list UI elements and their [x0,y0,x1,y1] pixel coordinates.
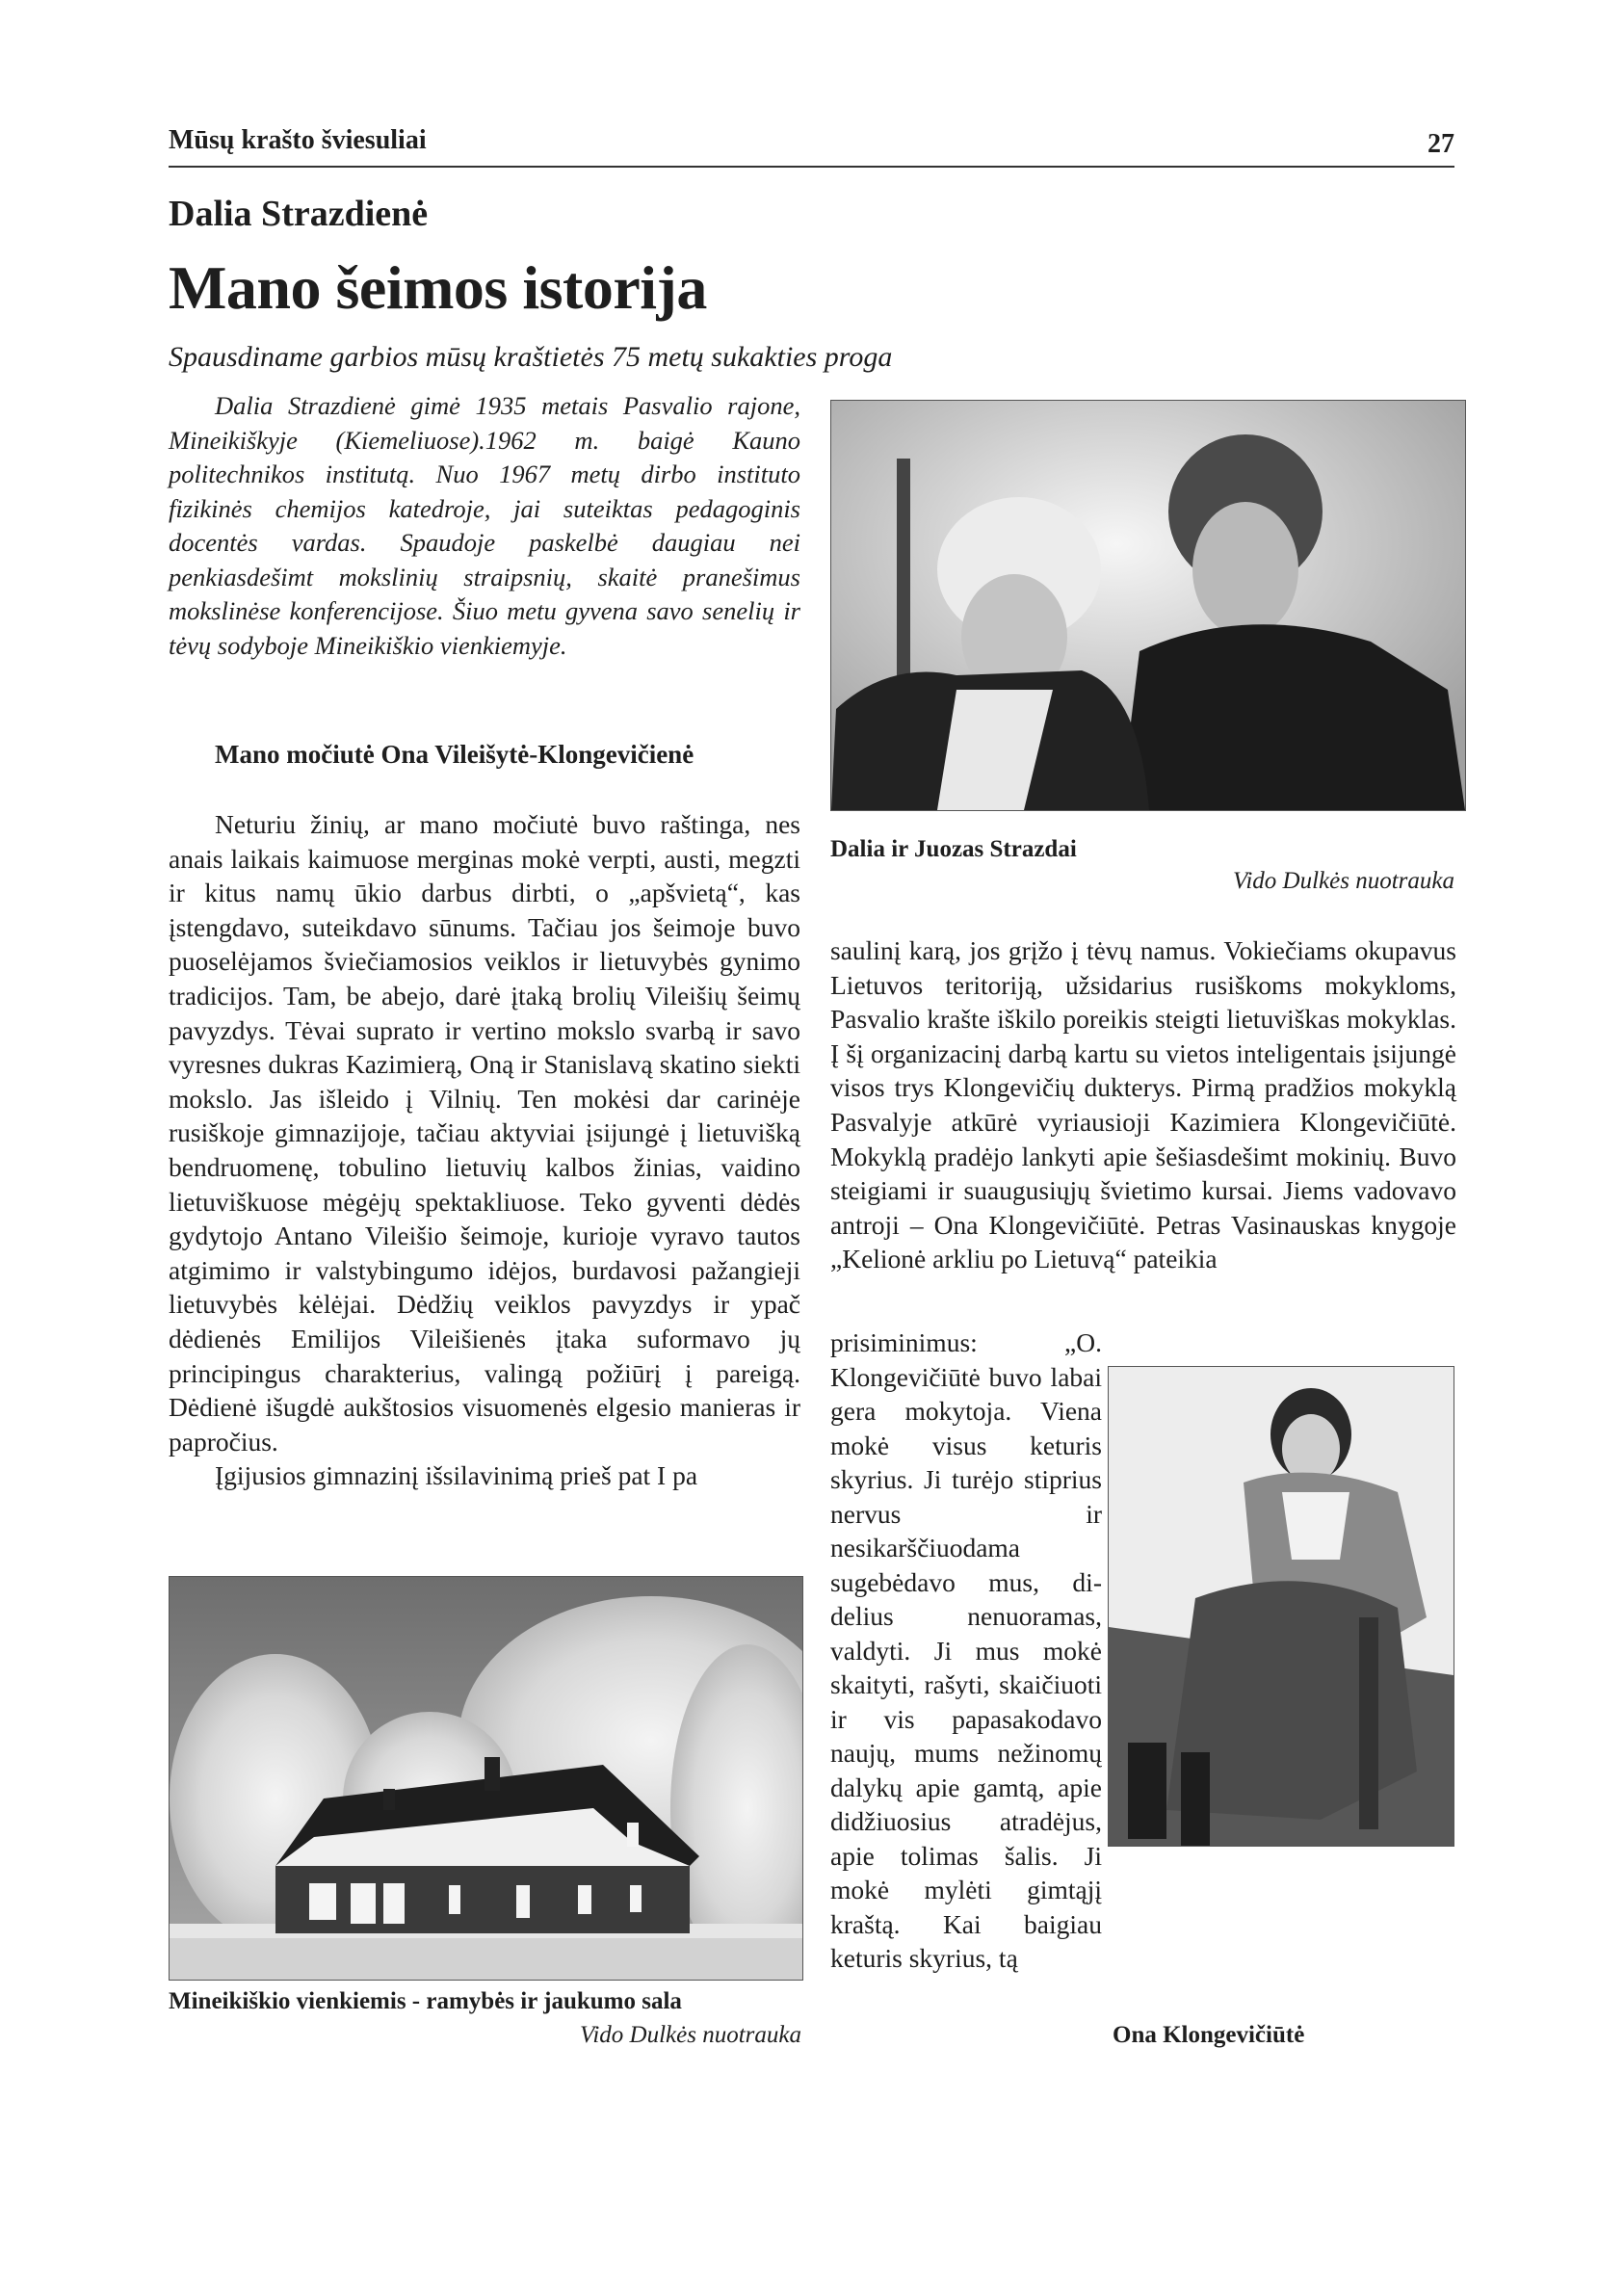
header-rule [169,166,1454,168]
article-author: Dalia Strazdienė [169,194,429,234]
intro-block [169,389,800,663]
portrait-illustration [1109,1367,1454,1846]
couple-illustration [831,401,1465,810]
body-right-narrow-column [830,1326,1102,1976]
house-photo-credit: Vido Dulkės nuotrauka [579,2022,801,2048]
house-illustration [170,1577,802,1980]
house-photo [169,1576,803,1981]
portrait-photo [1108,1366,1454,1847]
section-heading: Mano močiutė Ona Vileišytė-Klongevičienė [215,740,694,769]
running-title: Mūsų krašto šviesuliai [169,125,427,155]
body-paragraph: saulinį karą, jos grįžo į tėvų namus. Vokiečiams okupavus Lietuvos teritoriją, užsidarius rusiškoms mokykloms, Pasvalio krašte iškilo poreikis steigti lietuviškas mokyklas. Į šį organizacinį darbą kartu su vietos inteligentais įsijungė visos trys Klongevičių dukterys. Pirmą pradžios mokyklą Pasvalyje atkūrė vyriausioji Kazimiera Klongevičiūtė. Mokyklą pradėjo lankyti apie šešiasdešimt mokinių. Buvo steigiami ir suaugusiųjų švietimo kursai. Jiems vadovavo antroji – Ona Klongevičiūtė. Petras Vasinauskas knygoje „Kelionė arkliu po Lietuvą“ pateikia [830,935,1456,1274]
body-paragraph: Įgijusios gimnazinį išsilavinimą prieš pat I pa [215,1460,698,1491]
article-subtitle: Spausdiname garbios mūsų kraštietės 75 metų sukakties proga [169,341,893,373]
body-left-column [169,807,800,1493]
house-photo-caption: Mineikiškio vienkiemis - ramybės ir jaukumo sala [169,1988,682,2014]
body-right-column [830,933,1456,1276]
page-number: 27 [1428,129,1454,159]
body-paragraph: prisiminimus: „O. Klongevičiūtė buvo labai gera mokytoja. Viena mokė visus keturis skyrius. Ji turėjo stiprius nervus ir nesikarščiuodama sugebėdavo mus, didelius nenuoramas, valdyti. Ji mus mokė skaityti, rašyti, skaičiuoti ir vis papasakodavo naujų, mums nežinomų dalykų apie gamtą, apie didžiuosius atradėjus, apie tolimas šalis. Ji mokė mylėti gimtąjį kraštą. Kai baigiau keturis skyrius, tą [830,1327,1102,1973]
couple-photo-caption: Dalia ir Juozas Strazdai [830,836,1077,862]
couple-photo-credit: Vido Dulkės nuotrauka [1232,868,1454,894]
portrait-photo-caption: Ona Klongevičiūtė [1113,2022,1305,2048]
intro-paragraph: Dalia Strazdienė gimė 1935 metais Pasvalio rajone, Mineikiškyje (Kiemeliuose).1962 m. baigė Kauno politechnikos institutą. Nuo 1967 metų dirbo instituto fizikinės chemijos katedroje, jai suteiktas pedagoginis docentės vardas. Spaudoje paskelbė daugiau nei penkiasdešimt mokslinių straipsnių, skaitė pranešimus mokslinėse konferencijose. Šiuo metu gyvena savo senelių ir tėvų sodyboje Mineikiškio vienkiemyje. [169,391,800,660]
couple-photo [830,400,1466,811]
article-title: Mano šeimos istorija [169,253,707,322]
body-paragraph: Neturiu žinių, ar mano močiutė buvo raštinga, nes anais laikais kaimuose merginas mokė verpti, austi, megzti ir kitus namų ūkio darbus dirbti, o „apšvietą“, kas įstengdavo, suteikdavo sūnums. Tačiau jos šeimoje buvo puoselėjamos šviečiamosios veiklos ir lietuvybės gynimo tradicijos. Tam, be abejo, darė įtaką brolių Vileišių šeimų pavyzdys. Tėvai suprato ir vertino mokslo svarbą ir savo vyresnes dukras Kazimierą, Oną ir Stanislavą skatino siekti mokslo. Jas išleido į Vilnių. Ten mokėsi dar carinėje rusiškoje gimnazijoje, tačiau aktyviai įsijungė į lietuvišką bendruomenę, tobulino lietuvių kalbos žinias, vaidino lietuviškuose mėgėjų spektakliuose. Teko gyventi dėdės gydytojo Antano Vileišio šeimoje, kurioje vyravo tautos atgimimo ir valstybingumo idėjos, burdavosi pažangieji lietuvybės kėlėjai. Dėdžių veiklos pavyzdys ir ypač dėdienės Emilijos Vileišienės įtaka suformavo jų principingus charakterius, valingą požiūrį į pareigą. Dėdienė išugdė aukštosios visuomenės elgesio manieras ir papročius. [169,809,800,1457]
